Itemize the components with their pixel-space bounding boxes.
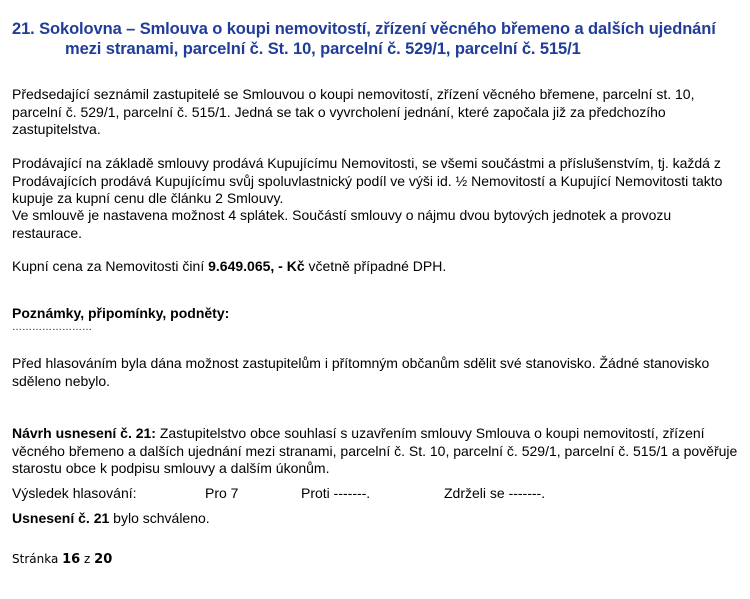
agenda-item-heading [12,19,740,59]
footer-total-pages: 20 [94,552,113,567]
vote-proti: Proti -------. [301,485,371,501]
resolution-proposal [12,425,738,478]
notes-heading-text: Poznámky, připomínky, podněty: [12,305,230,321]
resolution-result [12,510,738,528]
vote-pro: Pro 7 [205,485,239,501]
vote-zdrzeli: Zdrželi se -------. [444,485,546,501]
proposal-text: Zastupitelstvo obce souhlasí s uzavřením smlouvy Smlouva o koupi nemovitostí, zřízení věcného břemeno a dalších ujednání mezi stranami, parcelní č. St. 10, parcelní č. 529/1, parcelní č. 515/1 a pověřuje starostu obce k podpisu smlouvy a dalším úkonům. [12,425,738,476]
price-paragraph [12,258,738,276]
resolution-label: Usnesení č. 21 [12,510,110,526]
heading-line-1: 21. Sokolovna – Smlouva o koupi nemovitostí, zřízení věcného břemeno a dalších ujednání [12,20,716,38]
price-suffix: včetně případné DPH. [304,258,447,274]
footer-page-number: 16 [62,552,81,567]
intro-paragraph: Předsedající seznámil zastupitelé se Smlouvou o koupi nemovitostí, zřízení věcného břemene, parcelní st. 10, parcelní č. 529/1, parcelní č. 515/1. Jedná se tak o vyvrcholení jednání, které započala již za předchozího zastupitelstva. [12,86,695,137]
heading-line-2: mezi stranami, parcelní č. St. 10, parcelní č. 529/1, parcelní č. 515/1 [65,40,581,58]
footer-middle: z [80,552,95,566]
installments-paragraph: Ve smlouvě je nastavena možnost 4 splátek. Součástí smlouvy o nájmu dvou bytových jednotek a provozu restaurace. [12,207,672,241]
notes-heading [12,305,738,323]
notes-dots: …………………… [12,322,92,333]
discussion-paragraph: Před hlasováním byla dána možnost zastupitelům i přítomným občanům sdělit své stanovisko. Žádné stanovisko sděleno nebylo. [12,355,710,389]
footer-prefix: Stránka [12,552,63,566]
vote-result-row [12,485,738,503]
resolution-text: bylo schváleno. [109,510,210,526]
price-prefix: Kupní cena za Nemovitosti činí [12,258,209,274]
proposal-label: Návrh usnesení č. 21: [12,425,156,441]
contract-paragraph: Prodávající na základě smlouvy prodává Kupujícímu Nemovitosti, se všemi součástmi a příslušenstvím, tj. každá z Prodávajících prodává Kupujícímu svůj spoluvlastnický podíl ve výši id. ½ Nemovitostí a Kupující Nemovitosti takto kupuje za kupní cenu dle článku 2 Smlouvy. [12,155,723,206]
price-amount: 9.649.065, - Kč [208,258,305,274]
vote-label: Výsledek hlasování: [12,485,137,501]
page-footer [12,551,112,568]
